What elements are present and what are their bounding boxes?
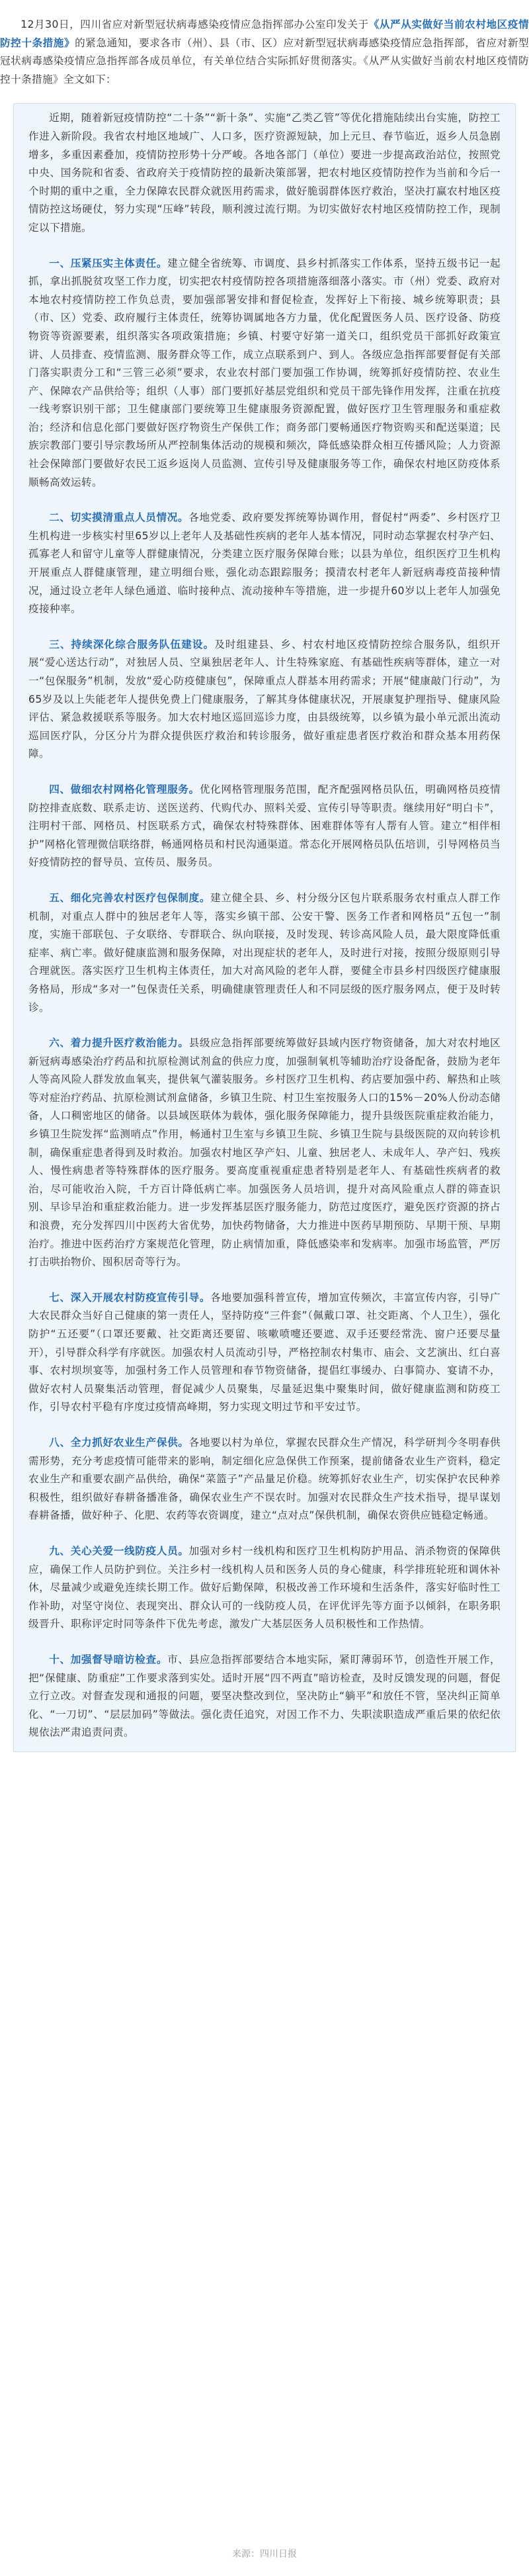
intro-paragraph (0, 16, 529, 89)
section-body: 建立健全县、乡、村分级分区包片联系服务农村重点人群工作机制，对重点人群中的独居老年人等，落实乡镇干部、公安干警、医务工作者和网格员“五包一”制度，实施干部联包、子女联络、专群联合、纵向联接，及时发现、转诊高风险人员，最大限度降低重症率、病亡率。做好健康监测和服务保障，对出现症状的老年人，及时进行对接，按照分级原则引导合理就医。落实医疗卫生机构主体责任，加大对高风险的老年人群，要健全市县乡村四级医疗健康服务格局，形成“多对一”包保责任关系，明确健康管理责任人和不同层级的医疗服务网点，便于及时转诊。 (28, 891, 501, 1014)
section-heading: 八、全力抓好农业生产保供。 (49, 1436, 189, 1448)
section-heading: 四、做细农村网格化管理服务。 (49, 783, 200, 795)
intro-tail-title: 《从严从实做好当前农村地区疫情防控十条措施》 (0, 55, 529, 85)
section-5 (28, 889, 501, 1017)
intro-mid: 的紧急通知，要求各市（州）、县（市、区）应对新型冠状病毒感染疫情应急指挥部，省应对新型冠状病毒感染疫情应急指挥部各成员单位，有关单位结合实际抓好贯彻落实。 (0, 36, 529, 67)
intro-tail: 全文如下： (63, 73, 116, 85)
section-body: 加强对乡村一线机构和医疗卫生机构防护用品、消杀物资的保障供应，确保工作人员防护到位。关注乡村一线机构人员和医务人员的身心健康，科学排班轮班和调休补休，尽量减少或避免连续长期工作。做好后勤保障，积极改善工作环境和生活条件，落实好临时性工作补助，对坚守岗位、表现突出、群众认可的一线防疫人员，在评优评先等方面予以倾斜，在职务职级晋升、职称评定时同等条件下优先考虑，激发广大基层医务人员积极性和工作热情。 (28, 1544, 501, 1630)
section-2 (28, 509, 501, 619)
section-body: 优化网格管理服务范围，配齐配强网格员队伍，明确网格员疫情防控排查底数、联系走访、送医送药、代购代办、照料关爱、宣传引导等职责。继续用好“明白卡”，注明村干部、网格员、村医联系方式，确保农村特殊群体、困难群体等有人帮有人管。建立“相伴相护”网格化管理微信联络群，畅通网格员和村民沟通渠道。常态化开展网格员队伍培训，引导网格员当好疫情防控的督导员、宣传员、服务员。 (28, 783, 501, 869)
section-heading: 十、加强督导暗访检查。 (49, 1653, 168, 1666)
section-8 (28, 1434, 501, 1525)
section-body: 市、县应急指挥部要结合本地实际，紧盯薄弱环节，创造性开展工作，把“保健康、防重症”工作要求落到实处。适时开展“四不两直”暗访检查，及时反馈发现的问题，督促立行立改。对督查发现和通报的问题，要坚决整改到位，坚决防止“躺平”和放任不管，坚决纠正简单化、“一刀切”、“层层加码”等做法。强化责任追究，对因工作不力、失职渎职造成严重后果的依纪依规依法严肃追责问责。 (28, 1653, 501, 1739)
section-body: 各地要以村为单位，掌握农民群众生产情况，科学研判今冬明春供需形势，充分考虑疫情可能带来的影响，制定细化应急保供工作预案，提前储备农业生产资料，稳定农业生产和重要农副产品供给，确保“菜篮子”产品量足价稳。统筹抓好农业生产，切实保护农民种养积极性，组织做好春耕备播准备，确保农业生产不误农时。加强对农民群众生产技术指导，提早谋划春耕备播，做好种子、化肥、农药等农资调度，建立“点对点”保供机制，确保农资供应链稳定畅通。 (28, 1436, 501, 1522)
intro-lead: 12月30日，四川省应对新型冠状病毒感染疫情应急指挥部办公室印发关于 (20, 19, 369, 30)
section-body: 各地党委、政府要发挥统筹协调作用，督促村“两委”、乡村医疗卫生机构进一步核实村里65岁以上老年人及基础性疾病的老年人基本情况，同时动态掌握农村孕产妇、孤寡老人和留守儿童等人群健康情况，分类建立医疗服务保障台账；以县为单位，组织医疗卫生机构开展重点人群健康管理，建立明细台账，强化动态跟踪服务；摸清农村老年人新冠病毒疫苗接种情况，通过设立老年人绿色通道、临时接种点、流动接种车等措施，进一步提升60岁以上老年人加强免疫接种率。 (28, 511, 501, 615)
section-4 (28, 781, 501, 872)
section-9 (28, 1542, 501, 1634)
section-1 (28, 255, 501, 492)
section-heading: 六、着力提升医疗救治能力。 (49, 1037, 189, 1049)
section-heading: 三、持续深化综合服务队伍建设。 (49, 638, 215, 650)
section-body: 及时组建县、乡、村农村地区疫情防控综合服务队，组织开展“爱心送达行动”，对独居人员、空巢独居老年人、计生特殊家庭、有基础性疾病等群体，建立一对一“包保服务”机制，发放“爱心防疫健康包”，保障重点人群基本用药需求；开展“健康敲门行动”，为65岁及以上失能老年人提供免费上门健康服务，了解其身体健康状况，开展康复护理指导、健康风险评估、紧急救援联系等服务。加大农村地区巡回巡诊力度，由县级统筹，以乡镇为最小单元派出流动巡回医疗队，分区分片为群众提供医疗救治和转诊服务，做好重症患者医疗救治和群众基本用药保障。 (28, 638, 501, 760)
section-10 (28, 1651, 501, 1742)
section-body: 建立健全省统筹、市调度、县乡村抓落实工作体系，坚持五级书记一起抓，拿出抓脱贫攻坚工作力度，切实把农村疫情防控各项措施落细落小落实。市（州）党委、政府对本地农村疫情防控工作负总责，要加强部署安排和督促检查，发挥好上下衔接、城乡统筹职责；县（市、区）党委、政府履行主体责任，统筹协调属地各方力量，优化配置医务人员、医疗设备、防疫物资等资源要素，组织落实各项政策措施；乡镇、村要守好第一道关口，组织党员干部抓好政策宣讲、人员排查、疫情监测、服务群众等工作，成立点联系到户、到人。各级应急指挥部要督促有关部门落实职责分工和“三管三必须”要求，农业农村部门要加强工作协调，统筹抓好疫情防控、农业生产、保障农产品供给等；组织（人事）部门要抓好基层党组织和党员干部先锋作用发挥，注重在抗疫一线考察识别干部；卫生健康部门要统筹卫生健康服务资源配置，做好医疗卫生管理服务和重症救治；经济和信息化部门要做好医疗物资生产保供工作；商务部门要畅通医疗物资购买和配送渠道；民族宗教部门要引导宗教场所从严控制集体活动的规模和频次，降低感染群众相互传播风险；人力资源社会保障部门要做好农民工返乡返岗人员监测、宣传引导及健康服务等工作，确保农村地区防疫体系顺畅高效运转。 (28, 257, 501, 488)
section-heading: 九、关心关爱一线防疫人员。 (49, 1544, 189, 1557)
section-body: 各地要加强科普宣传，增加宣传频次，丰富宣传内容，引导广大农民群众当好自己健康的第一责任人，坚持防疫“三件套”（佩戴口罩、社交距离、个人卫生），强化防护“五还要”（口罩还要戴、社交距离还要留、咳嗽喷嚏还要遮、双手还要经常洗、窗户还要尽量开），引导群众科学有序就医。加强农村人员流动引导，严格控制农村集市、庙会、文艺演出、红白喜事、农村坝坝宴等，加强村务工作人员管理和春节物资储备，提倡红事缓办、白事简办、宴请不办，做好农村人员聚集活动管理，督促减少人员聚集，尽量延迟集中聚集时间，做好健康监测和防疫工作，引导农村平稳有序度过疫情高峰期，努力实现文明过节和平安过节。 (28, 1291, 501, 1413)
preface-paragraph: 近期，随着新冠疫情防控“二十条”“新十条”、实施“乙类乙管”等优化措施陆续出台实施，防控工作进入新阶段。我省农村地区地域广、人口多，医疗资源短缺，加上元旦、春节临近，返乡人员急剧增多，多重因素叠加，疫情防控形势十分严峻。各地各部门（单位）要进一步提高政治站位，按照党中央、国务院和省委、省政府关于疫情防控的最新决策部署，把农村地区疫情防控作为当前和今后一个时期的重中之重，全力保障农民群众就医用药需求，做好脆弱群体医疗救治，坚决打赢农村地区疫情防控这场硬仗，努力实现“压峰”转段，顺利渡过流行期。为切实做好农村地区疫情防控工作，现制定以下措施。 (28, 112, 501, 234)
section-body: 县级应急指挥部要统筹做好县域内医疗物资储备，加大对农村地区新冠病毒感染治疗药品和抗原检测试剂盒的供应力度，加强制氧机等辅助治疗设备配备，鼓励为老年人等高风险人群发放血氧夹，提供氧气灌装服务。乡村医疗卫生机构、药店要加强中药、解热和止咳等对症治疗药品、抗原检测试剂盒储备，乡镇卫生院、村卫生室按服务人口的15%－20%人份动态储备，人口稠密地区的储备。以县域医联体为载体，强化服务保障能力，提升县级医院重症救治能力，乡镇卫生院发挥“监测哨点”作用，畅通村卫生室与乡镇卫生院、乡镇卫生院与县级医院的双向转诊机制，确保重症患者得到及时救治。加强农村地区孕产妇、儿童、独居老人、未成年人、孕产妇、残疾人、慢性病患者等特殊群体的医疗服务。要高度重视重症患者特别是老年人、有基础性疾病者的救治，尽可能收治入院，千方百计降低病亡率。加强医务人员培训，提升对高风险重点人群的筛查识别、早诊早治和重症救治能力。进一步发挥基层医疗服务能力，防范过度医疗，避免医疗资源的挤占和浪费，充分发挥四川中医药大省优势，加快药物储备，大力推进中医药早期预防、早期干预、早期治疗。推进中医药治疗方案规范化管理，防止病情加重，降低感染率和发病率。加强市场监管，严厉打击哄抬物价、囤积居奇等行为。 (28, 1037, 501, 1268)
notice-title-link[interactable]: 《从严从实做好当前农村地区疫情防控十条措施》 (0, 19, 529, 49)
source-credit: 来源：四川日报 (232, 2549, 297, 2559)
section-7 (28, 1289, 501, 1417)
section-6 (28, 1034, 501, 1272)
measures-card (13, 103, 516, 1752)
section-heading: 五、细化完善农村医疗包保制度。 (49, 891, 211, 904)
section-heading: 七、深入开展农村防疫宣传引导。 (49, 1291, 211, 1304)
section-heading: 二、切实摸清重点人员情况。 (49, 511, 189, 524)
section-3 (28, 636, 501, 764)
section-heading: 一、压紧压实主体责任。 (49, 257, 168, 269)
